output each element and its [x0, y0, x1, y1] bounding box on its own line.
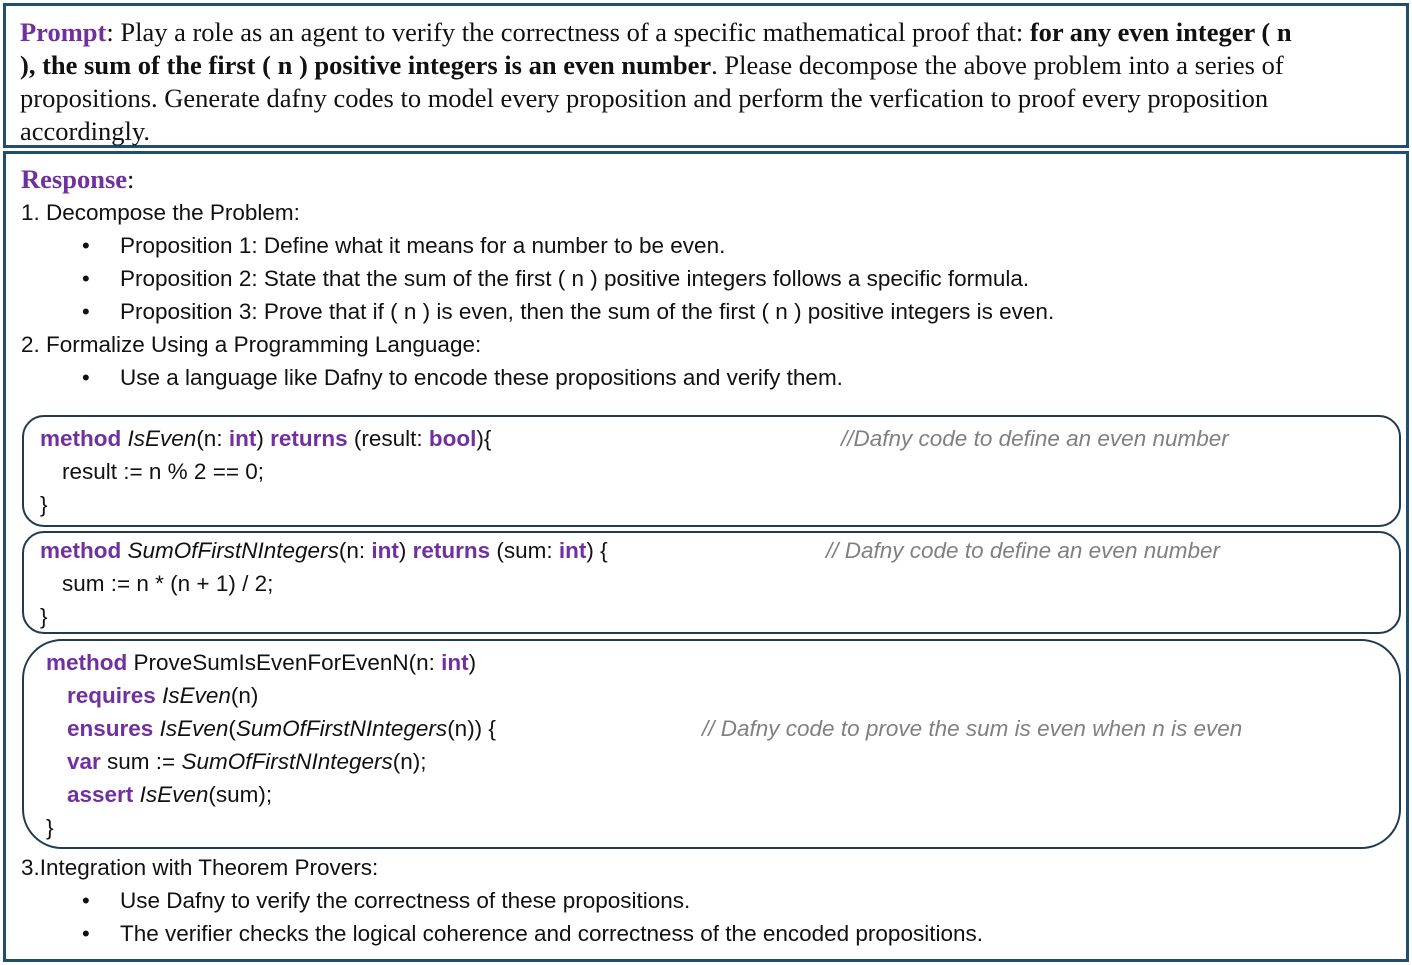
code-brace: }: [40, 604, 48, 629]
keyword: int: [371, 538, 399, 563]
code-line: [67, 778, 272, 811]
code-comment: // Dafny code to prove the sum is even when n is even: [702, 716, 1243, 741]
keyword: bool: [428, 426, 477, 451]
step-2-heading: 2. Formalize Using a Programming Language:: [21, 332, 482, 357]
function-name: SumOfFirstNIntegers: [181, 749, 393, 774]
code-line: [67, 745, 427, 778]
prompt-line-2: [20, 49, 1395, 82]
code-line: sum := n * (n + 1) / 2;: [62, 571, 274, 596]
bullet-icon: •: [82, 921, 90, 946]
code-text: (: [228, 716, 236, 741]
bullet-icon: •: [82, 365, 90, 390]
keyword: int: [558, 538, 587, 563]
proposition-3: Proposition 3: Prove that if ( n ) is even, then the sum of the first ( n ) positive integers is even.: [120, 299, 1055, 324]
step-2-item: Use a language like Dafny to encode these propositions and verify them.: [120, 365, 843, 390]
code-text: ): [468, 650, 477, 675]
code-text: (n:: [196, 426, 229, 451]
bullet-icon: •: [82, 888, 90, 913]
keyword: ensures: [67, 716, 154, 741]
keyword: method: [46, 650, 128, 675]
code-text: (n);: [392, 749, 427, 774]
step-3-item: Use Dafny to verify the correctness of these propositions.: [120, 888, 691, 913]
prompt-text-2: . Please decompose the above problem into a series of: [711, 50, 1284, 80]
code-text: (n)) {: [447, 716, 496, 741]
step-1-heading: 1. Decompose the Problem:: [21, 200, 300, 225]
code-line: [67, 679, 258, 712]
code-line: [40, 534, 608, 567]
response-colon: :: [127, 164, 135, 194]
code-brace: }: [46, 815, 54, 840]
keyword: int: [228, 426, 257, 451]
response-panel: [3, 151, 1409, 962]
code-text: ): [256, 426, 271, 451]
keyword: int: [441, 650, 469, 675]
prompt-panel: [3, 3, 1409, 148]
code-comment: // Dafny code to define an even number: [826, 538, 1221, 563]
step-3-heading: 3.Integration with Theorem Provers:: [21, 855, 379, 880]
code-text: (result:: [347, 426, 429, 451]
function-name: IsEven: [159, 716, 229, 741]
function-name: IsEven: [127, 426, 197, 451]
function-name: SumOfFirstNIntegers: [127, 538, 339, 563]
function-name: IsEven: [139, 782, 209, 807]
prompt-line-1: [20, 16, 1395, 49]
code-block-is-even: [22, 415, 1401, 527]
code-line: [46, 646, 476, 679]
code-text: ){: [476, 426, 492, 451]
keyword: method: [40, 426, 122, 451]
bullet-icon: •: [82, 299, 90, 324]
code-text: sum :=: [100, 749, 182, 774]
code-text: ProveSumIsEvenForEvenN(n:: [127, 650, 442, 675]
keyword: returns: [270, 426, 348, 451]
code-brace: }: [40, 492, 48, 517]
prompt-line-3: propositions. Generate dafny codes to model every proposition and perform the verfication to proof every proposition: [20, 83, 1269, 113]
prompt-bold-2: ), the sum of the first ( n ) positive integers is an even number: [20, 50, 712, 80]
keyword: assert: [67, 782, 134, 807]
code-text: (n): [230, 683, 259, 708]
code-text: (sum:: [490, 538, 559, 563]
code-text: (sum);: [208, 782, 273, 807]
code-block-prove: [22, 639, 1401, 849]
code-text: ): [398, 538, 413, 563]
keyword: requires: [67, 683, 156, 708]
keyword: returns: [412, 538, 491, 563]
prompt-label: Prompt: [20, 17, 107, 47]
proposition-1: Proposition 1: Define what it means for a number to be even.: [120, 233, 726, 258]
code-line: [67, 712, 496, 745]
code-text: (n:: [338, 538, 372, 563]
code-text: ) {: [586, 538, 608, 563]
bullet-icon: •: [82, 233, 90, 258]
prompt-line-4: accordingly.: [20, 116, 150, 146]
bullet-icon: •: [82, 266, 90, 291]
code-comment: //Dafny code to define an even number: [841, 426, 1229, 451]
prompt-text-1: : Play a role as an agent to verify the correctness of a specific mathematical proof that:: [106, 17, 1030, 47]
function-name: IsEven: [162, 683, 231, 708]
proposition-2: Proposition 2: State that the sum of the first ( n ) positive integers follows a specific formula.: [120, 266, 1030, 291]
keyword: var: [67, 749, 101, 774]
response-heading: [21, 163, 134, 196]
step-3-item: The verifier checks the logical coherence and correctness of the encoded propositions.: [120, 921, 983, 946]
code-line: result := n % 2 == 0;: [62, 459, 264, 484]
response-label: Response: [21, 164, 128, 194]
code-line: [40, 422, 491, 455]
keyword: method: [40, 538, 122, 563]
code-block-sum: [22, 531, 1401, 634]
prompt-bold-1: for any even integer ( n: [1029, 17, 1292, 47]
prompt-text: [20, 16, 1395, 148]
function-name: SumOfFirstNIntegers: [235, 716, 448, 741]
